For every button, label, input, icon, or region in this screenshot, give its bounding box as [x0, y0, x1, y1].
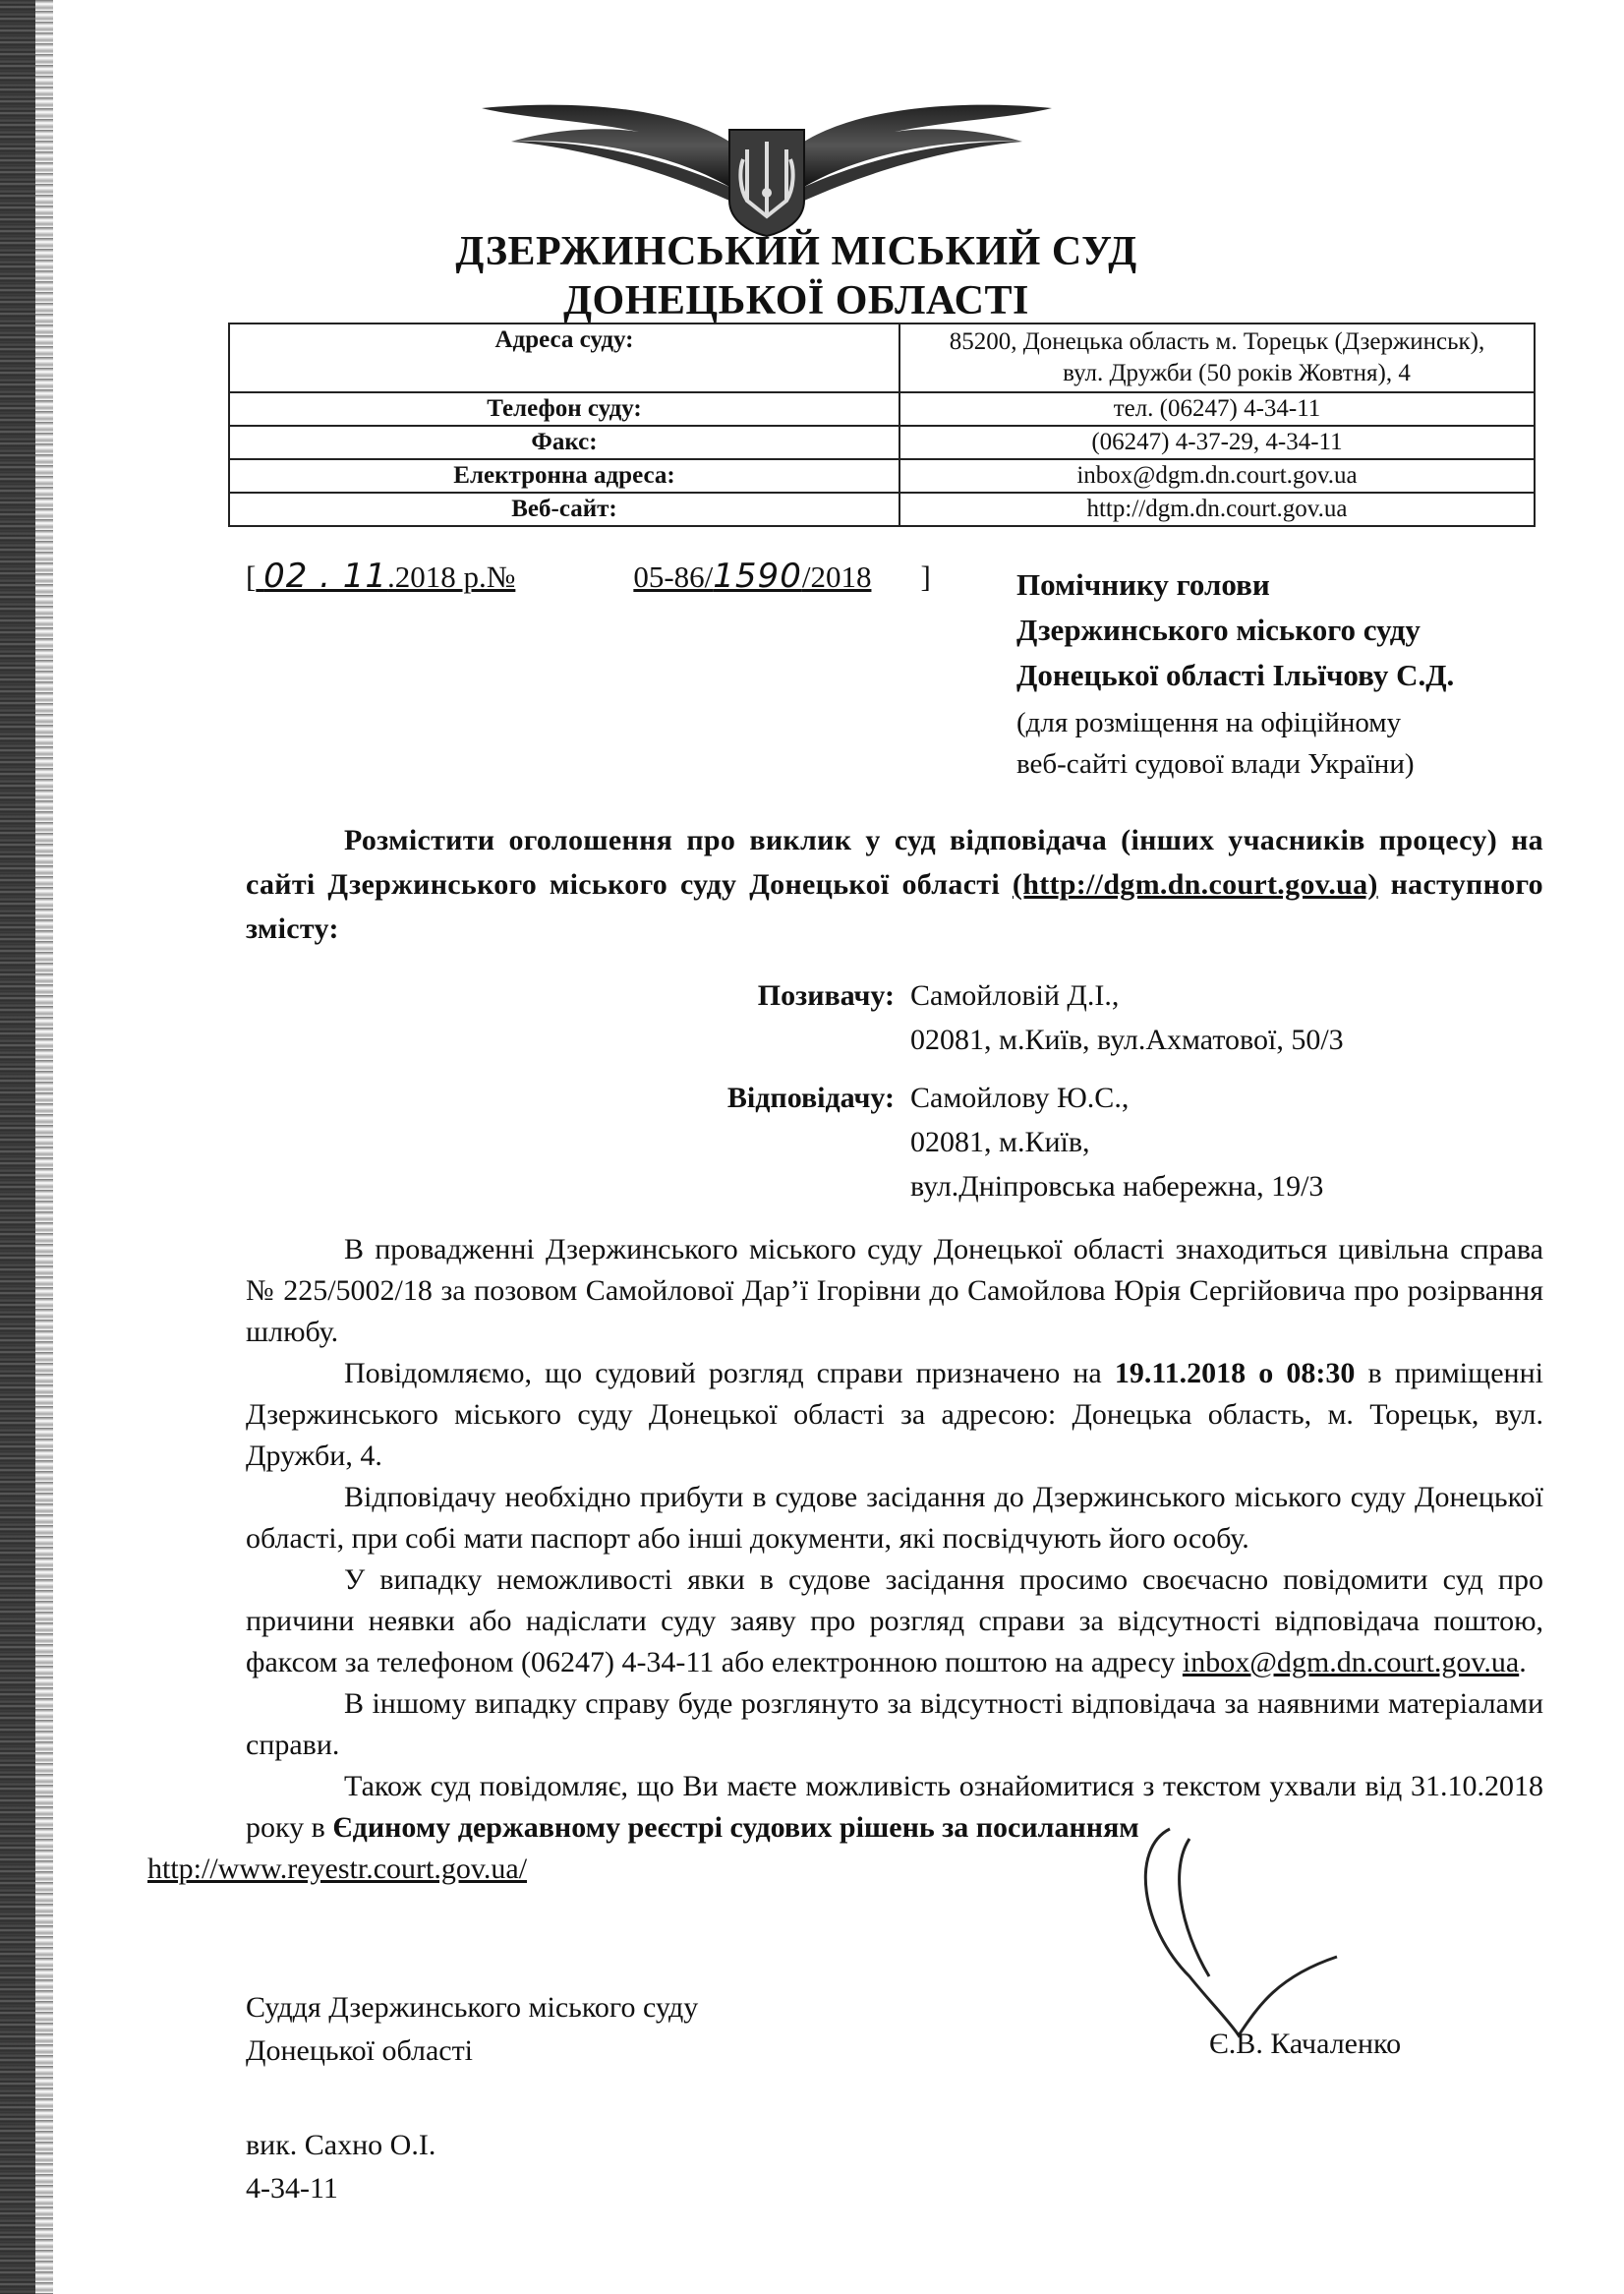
absence-text-end: . [1519, 1646, 1527, 1678]
addressee-line2: Дзержинського міського суду [1016, 613, 1421, 647]
defendant-name: Самойлову Ю.С., [910, 1082, 1130, 1114]
website-label: Веб-сайт: [229, 493, 899, 526]
body-paragraph-appear: Відповідачу необхідно прибути в судове засідання до Дзержинського міського суду Донецької області, при собі мати паспорт або інші документи, які посвідчують його особу. [246, 1481, 1543, 1555]
hearing-date: 19.11.2018 о 08:30 [1114, 1357, 1356, 1389]
table-row [229, 392, 1535, 426]
judge-title [246, 1986, 698, 2073]
addressee-line3: Донецької області Ільїчову С.Д. [1016, 658, 1455, 692]
table-row [229, 426, 1535, 459]
body-paragraph-otherwise: В іншому випадку справу буде розглянуто за відсутності відповідача за наявними матеріалами справи. [246, 1687, 1543, 1761]
body-paragraph-hearing [246, 1353, 1543, 1477]
handwritten-number: 1590 [713, 557, 802, 596]
judge-title-line2: Донецької області [246, 2034, 474, 2067]
handwritten-date: 02 . 11 [263, 557, 388, 596]
scan-edge-shadow-inner [35, 0, 53, 2294]
handwritten-signature [1111, 1809, 1366, 2065]
hearing-text-a: Повідомляємо, що судовий розгляд справи призначено на [344, 1357, 1115, 1389]
judge-title-line1: Суддя Дзержинського міського суду [246, 1991, 699, 2024]
executor-name: вик. Сахно О.І. [246, 2129, 436, 2161]
addressee-line1: Помічнику голови [1016, 567, 1270, 602]
defendant-address-line2: вул.Дніпровська набережна, 19/3 [910, 1170, 1324, 1203]
website-value[interactable]: http://dgm.dn.court.gov.ua [899, 493, 1535, 526]
body-paragraph-case: В провадженні Дзержинського міського суду Донецької області знаходиться цивільна справа № 225/5002/18 за позовом Самойлової Дар’ї Ігорівни до Самойлова Юрія Сергійовича про розірвання шлюбу. [246, 1233, 1543, 1348]
executor-phone: 4-34-11 [246, 2172, 338, 2205]
address-value-line1: 85200, Донецька область м. Торецьк (Дзержинськ), [949, 328, 1485, 355]
announcement-intro [246, 818, 1543, 951]
court-contacts-table [228, 323, 1536, 527]
registry-link[interactable]: http://www.reyestr.court.gov.ua/ [147, 1853, 528, 1885]
fax-value: (06247) 4-37-29, 4-34-11 [899, 426, 1535, 459]
placement-note-line2: веб-сайті судової влади України) [1016, 748, 1415, 780]
plaintiff-block [560, 973, 1445, 1072]
scan-edge-shadow [0, 0, 35, 2294]
address-value [899, 324, 1535, 392]
registration-number [246, 557, 931, 596]
plaintiff-label: Позивачу: [757, 979, 895, 1012]
table-row [229, 459, 1535, 493]
phone-value: тел. (06247) 4-34-11 [899, 392, 1535, 426]
addressee-block [1016, 562, 1567, 698]
registry-name: Єдиному державному реєстрі судових рішень за посиланням [332, 1811, 1139, 1844]
court-name-line1: ДЗЕРЖИНСЬКИЙ МІСЬКИЙ СУД [455, 229, 1137, 274]
registry-text: Також суд повідомляє, що Ви маєте можливість ознайомитися з текстом ухвали від 31.10.2018 року в [246, 1770, 1543, 1844]
executor-block [246, 2124, 435, 2210]
announcement-body [147, 1229, 1543, 1890]
plaintiff-address: 02081, м.Київ, вул.Ахматової, 50/3 [910, 1024, 1344, 1056]
signer-name: Є.В. Качаленко [1209, 2028, 1402, 2060]
hearing-text-b: в приміщенні Дзержинського міського суду Донецької області за адресою: Донецька область, м. Торецьк, вул. Дружби, 4. [246, 1357, 1543, 1472]
intro-text: Розмістити оголошення про виклик у суд відповідача (інших учасників процесу) на сайті Дзержинського міського суду Донецької області [246, 824, 1543, 901]
intro-tail: наступного змісту: [246, 868, 1543, 945]
defendant-block [560, 1076, 1445, 1233]
address-value-line2: вул. Дружби (50 років Жовтня), 4 [1063, 360, 1411, 386]
defendant-label: Відповідачу: [726, 1082, 895, 1114]
defendant-address-line1: 02081, м.Київ, [910, 1126, 1090, 1158]
number-suffix: /2018 [801, 559, 872, 594]
table-row [229, 324, 1535, 392]
address-label: Адреса суду: [229, 324, 899, 392]
court-email-link[interactable]: inbox@dgm.dn.court.gov.ua [1182, 1646, 1520, 1678]
printed-date: .2018 р.№ [387, 559, 516, 594]
trident-emblem-icon [472, 90, 1062, 238]
close-bracket: ] [920, 559, 931, 594]
court-name-line2: ДОНЕЦЬКОЇ ОБЛАСТІ [563, 278, 1029, 324]
placement-note [1016, 702, 1567, 785]
open-bracket: [ [246, 559, 257, 594]
plaintiff-name: Самойловій Д.І., [910, 979, 1120, 1012]
number-prefix: 05-86/ [633, 559, 714, 594]
fax-label: Факс: [229, 426, 899, 459]
body-paragraph-absence [246, 1559, 1543, 1683]
email-label: Електронна адреса: [229, 459, 899, 493]
table-row [229, 493, 1535, 526]
court-site-link[interactable]: (http://dgm.dn.court.gov.ua) [1012, 868, 1378, 901]
phone-label: Телефон суду: [229, 392, 899, 426]
placement-note-line1: (для розміщення на офіційному [1016, 707, 1402, 738]
absence-text: У випадку неможливості явки в судове засідання просимо своєчасно повідомити суд про причини неявки або надіслати суду заяву про розгляд справи за відсутності відповідача поштою, факсом за телефоном (06247) 4-34-11 або електронною поштою на адресу [246, 1563, 1543, 1678]
email-value[interactable]: inbox@dgm.dn.court.gov.ua [899, 459, 1535, 493]
